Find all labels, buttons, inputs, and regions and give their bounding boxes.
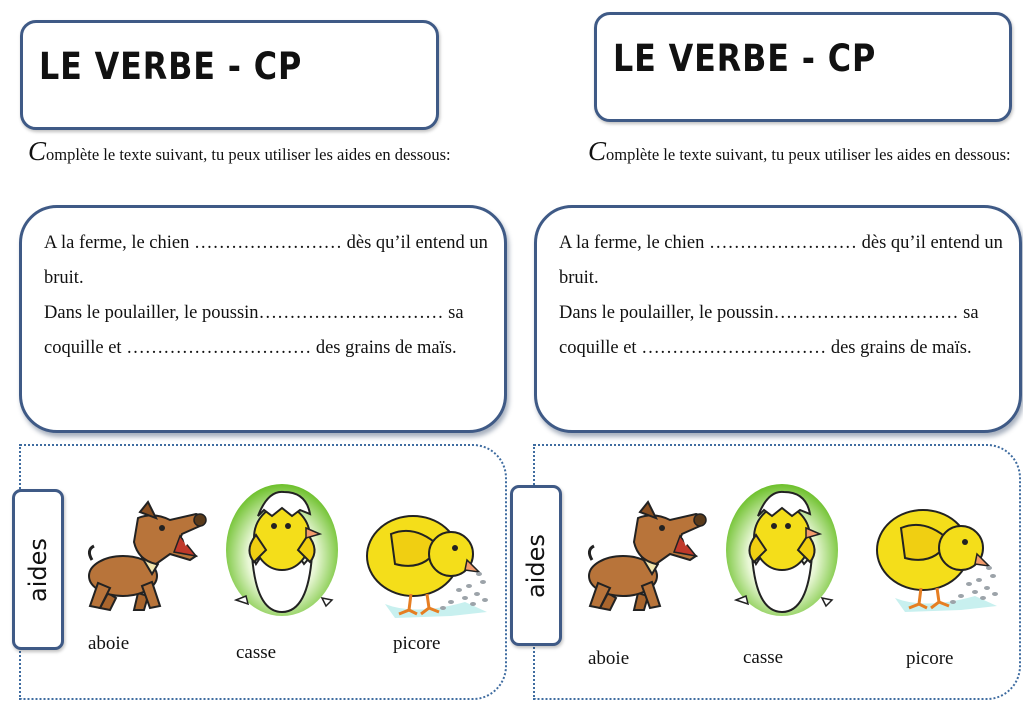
title-box: [594, 12, 1012, 122]
barking-dog-icon: [78, 498, 208, 618]
exercise-box: [534, 205, 1022, 433]
instruction-text: Complète le texte suivant, tu peux utiliser les aides en dessous:: [28, 136, 451, 166]
help-word-aboie: aboie: [88, 633, 130, 654]
chick-hatching-egg-icon: [722, 480, 842, 622]
chick-pecking-grain-icon: [355, 494, 493, 622]
aides-tab: [12, 489, 64, 650]
help-word-picore: picore: [906, 648, 954, 669]
instruction-text: Complète le texte suivant, tu peux utiliser les aides en dessous:: [588, 136, 1011, 166]
help-word-picore: picore: [393, 633, 441, 654]
exercise-text: [559, 226, 1003, 366]
page-title: LE VERBE - CP: [39, 45, 303, 88]
page-title: LE VERBE - CP: [613, 37, 877, 80]
aides-tab: [510, 485, 562, 646]
help-word-casse: casse: [236, 642, 277, 663]
exercise-line-1: A la ferme, le chien …………………… dès qu’il entend un bruit.: [559, 233, 1003, 288]
exercise-line-1: A la ferme, le chien …………………… dès qu’il entend un bruit.: [44, 233, 488, 288]
exercise-line-2: Dans le poulailler, le poussin………………………… sa coquille et ………………………… des grains de maïs.: [559, 303, 979, 358]
help-word-casse: casse: [743, 647, 784, 668]
chick-hatching-egg-icon: [222, 480, 342, 622]
aides-label: aides: [522, 533, 550, 598]
chick-pecking-grain-icon: [865, 488, 1003, 616]
help-word-aboie: aboie: [588, 648, 630, 669]
exercise-text: [44, 226, 488, 366]
barking-dog-icon: [578, 498, 708, 618]
exercise-line-2: Dans le poulailler, le poussin………………………… sa coquille et ………………………… des grains de maïs.: [44, 303, 464, 358]
title-box: [20, 20, 439, 130]
exercise-box: [19, 205, 507, 433]
aides-label: aides: [24, 537, 52, 602]
